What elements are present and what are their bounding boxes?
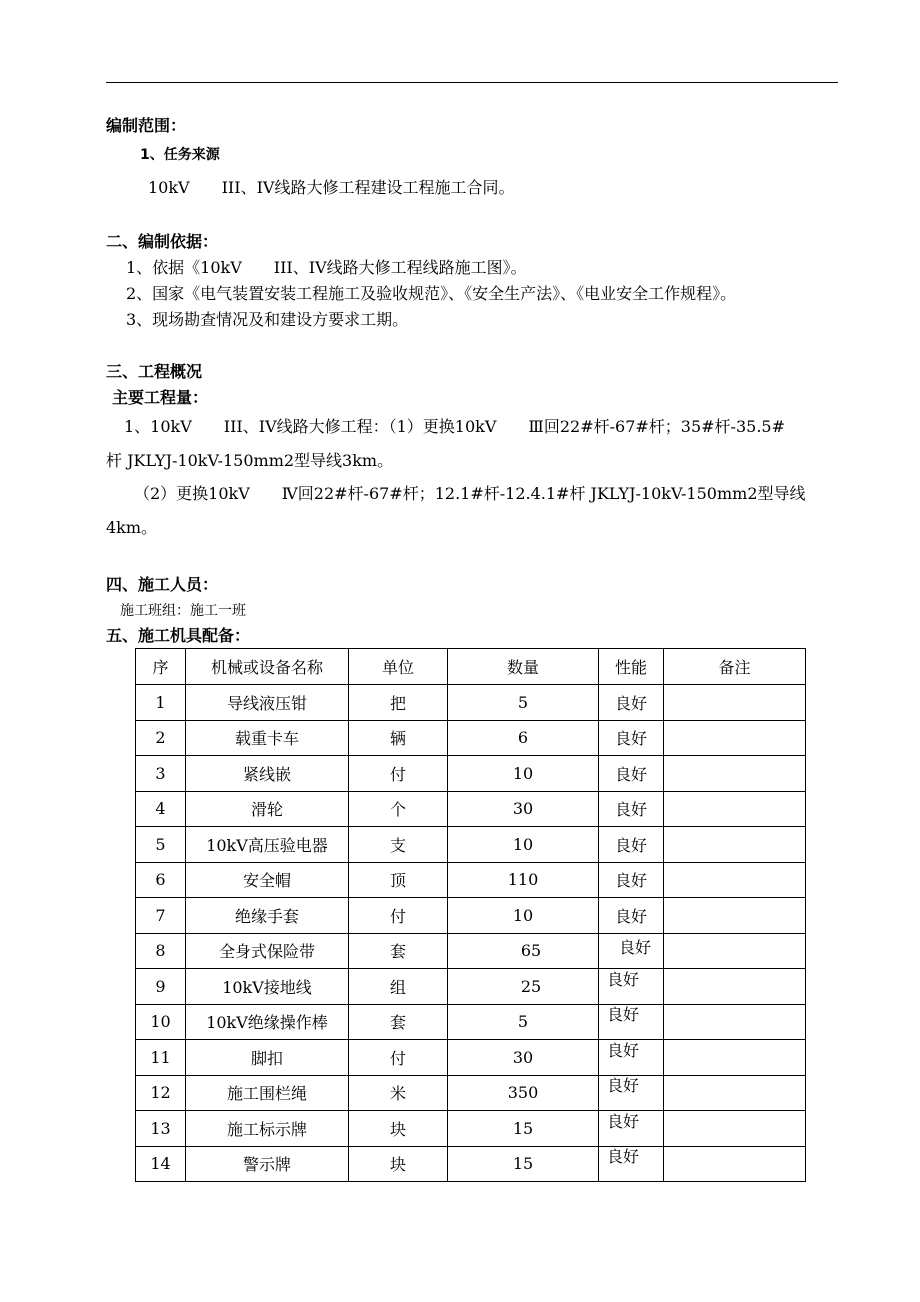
quantity-cell bbox=[448, 685, 599, 721]
condition-text: 良好 bbox=[606, 1147, 639, 1167]
table-row bbox=[136, 685, 806, 721]
quantity-text: 65 bbox=[520, 941, 542, 961]
quantity-text: 15 bbox=[512, 1154, 534, 1174]
quantity-text: 30 bbox=[512, 799, 534, 819]
section-2-title: 二、编制依据： bbox=[106, 232, 219, 251]
unit-text: 支 bbox=[389, 835, 406, 855]
section-5-title: 五、施工机具配备： bbox=[106, 626, 251, 645]
header-rule bbox=[106, 82, 838, 83]
condition-text: 良好 bbox=[614, 764, 647, 784]
condition-cell bbox=[599, 969, 664, 1005]
index-text: 7 bbox=[155, 905, 166, 925]
index-text: 1 bbox=[155, 692, 166, 712]
condition-text: 良好 bbox=[614, 729, 647, 749]
quantity-text: 5 bbox=[517, 1012, 529, 1032]
remark-cell bbox=[664, 1075, 806, 1111]
index-cell bbox=[136, 827, 186, 863]
unit-cell bbox=[349, 898, 448, 934]
index-text: 3 bbox=[155, 763, 166, 783]
unit-cell bbox=[349, 969, 448, 1005]
equipment-name-text: 载重卡车 bbox=[234, 729, 299, 749]
condition-cell bbox=[599, 827, 664, 863]
remark-cell bbox=[664, 1004, 806, 1040]
quantity-cell bbox=[448, 791, 599, 827]
quantity-text: 25 bbox=[520, 976, 542, 996]
remark-cell bbox=[664, 827, 806, 863]
condition-cell bbox=[599, 720, 664, 756]
table-row bbox=[136, 1146, 806, 1182]
index-cell bbox=[136, 1040, 186, 1076]
unit-text: 套 bbox=[389, 942, 406, 962]
unit-text: 付 bbox=[389, 906, 406, 926]
condition-text: 良好 bbox=[606, 969, 639, 989]
index-cell bbox=[136, 898, 186, 934]
index-cell bbox=[136, 969, 186, 1005]
unit-cell bbox=[349, 827, 448, 863]
condition-cell bbox=[599, 1040, 664, 1076]
quantity-text: 10 bbox=[512, 763, 534, 783]
section-3-title: 三、工程概况 bbox=[106, 362, 203, 381]
quantity-text: 5 bbox=[517, 692, 529, 712]
condition-cell bbox=[599, 898, 664, 934]
equipment-name-cell bbox=[186, 1146, 349, 1182]
section-2-item-2: 2、国家《电气装置安装工程施工及验收规范》、《安全生产法》、《电业安全工作规程》。 bbox=[126, 284, 737, 303]
table-row bbox=[136, 791, 806, 827]
quantity-text: 6 bbox=[517, 728, 529, 748]
quantity-text: 10 bbox=[512, 834, 534, 854]
index-text: 11 bbox=[150, 1047, 171, 1067]
index-text: 5 bbox=[155, 834, 166, 854]
quantity-cell bbox=[448, 1004, 599, 1040]
unit-text: 付 bbox=[389, 764, 406, 784]
table-row bbox=[136, 1111, 806, 1147]
condition-cell bbox=[599, 685, 664, 721]
equipment-name-cell bbox=[186, 898, 349, 934]
unit-cell bbox=[349, 685, 448, 721]
section-2-item-1: 1、依据《10kV III、IV线路大修工程线路施工图》。 bbox=[126, 258, 527, 277]
index-text: 14 bbox=[150, 1154, 171, 1174]
section-4-title: 四、施工人员： bbox=[106, 575, 219, 594]
equipment-name-cell bbox=[186, 720, 349, 756]
condition-cell bbox=[599, 1075, 664, 1111]
equipment-name-cell bbox=[186, 862, 349, 898]
equipment-name-cell bbox=[186, 756, 349, 792]
equipment-name-cell bbox=[186, 933, 349, 969]
unit-cell bbox=[349, 1004, 448, 1040]
index-cell bbox=[136, 1111, 186, 1147]
condition-text: 良好 bbox=[614, 800, 647, 820]
quantity-cell bbox=[448, 1111, 599, 1147]
table-row bbox=[136, 898, 806, 934]
remark-cell bbox=[664, 685, 806, 721]
index-cell bbox=[136, 1004, 186, 1040]
index-text: 2 bbox=[155, 728, 166, 748]
equipment-name-cell bbox=[186, 1111, 349, 1147]
equipment-name-text: 绝缘手套 bbox=[234, 906, 299, 926]
condition-cell bbox=[599, 1146, 664, 1182]
equipment-name-text: 紧线嵌 bbox=[242, 764, 291, 784]
quantity-text: 350 bbox=[507, 1083, 539, 1103]
index-cell bbox=[136, 756, 186, 792]
section-1-text: 10kV III、IV线路大修工程建设工程施工合同。 bbox=[148, 178, 515, 197]
unit-cell bbox=[349, 791, 448, 827]
quantity-text: 110 bbox=[507, 870, 539, 890]
equipment-name-text: 施工标示牌 bbox=[226, 1119, 307, 1139]
header-cell: 数量 bbox=[448, 649, 599, 685]
remark-cell bbox=[664, 1146, 806, 1182]
index-text: 8 bbox=[155, 941, 166, 961]
equipment-table bbox=[135, 648, 806, 1182]
remark-cell bbox=[664, 720, 806, 756]
table-row bbox=[136, 862, 806, 898]
equipment-name-text: 导线液压钳 bbox=[226, 693, 307, 713]
equipment-name-text: 脚扣 bbox=[250, 1048, 283, 1068]
section-3-subtitle: 主要工程量： bbox=[112, 388, 209, 407]
unit-text: 块 bbox=[389, 1155, 406, 1175]
condition-text: 良好 bbox=[606, 1040, 639, 1060]
unit-text: 个 bbox=[389, 800, 406, 820]
condition-cell bbox=[599, 862, 664, 898]
equipment-name-cell bbox=[186, 791, 349, 827]
condition-text: 良好 bbox=[614, 871, 647, 891]
section-1-title: 编制范围： bbox=[106, 116, 187, 135]
index-cell bbox=[136, 1075, 186, 1111]
section-3-line-2a: （2）更换10kV Ⅳ回22#杆-67#杆；12.1#杆-12.4.1#杆 JKLYJ-10kV-150mm2型导线 bbox=[134, 484, 806, 503]
remark-cell bbox=[664, 969, 806, 1005]
condition-cell bbox=[599, 791, 664, 827]
index-cell bbox=[136, 791, 186, 827]
remark-cell bbox=[664, 898, 806, 934]
remark-cell bbox=[664, 1040, 806, 1076]
condition-text: 良好 bbox=[606, 1076, 639, 1096]
quantity-cell bbox=[448, 1075, 599, 1111]
unit-cell bbox=[349, 720, 448, 756]
section-3-line-2b: 4km。 bbox=[106, 518, 158, 537]
equipment-name-cell bbox=[186, 1075, 349, 1111]
unit-text: 块 bbox=[389, 1119, 406, 1139]
equipment-name-cell bbox=[186, 827, 349, 863]
quantity-text: 15 bbox=[512, 1118, 534, 1138]
section-3-line-1a: 1、10kV III、IV线路大修工程：（1）更换10kV Ⅲ回22#杆-67#杆；35#杆-35.5# bbox=[124, 417, 785, 436]
condition-text: 良好 bbox=[614, 835, 647, 855]
table-row bbox=[136, 756, 806, 792]
equipment-name-text: 安全帽 bbox=[242, 871, 291, 891]
section-3-line-1b: 杆 JKLYJ-10kV-150mm2型导线3km。 bbox=[106, 451, 394, 470]
remark-cell bbox=[664, 791, 806, 827]
quantity-text: 30 bbox=[512, 1047, 534, 1067]
table-row bbox=[136, 969, 806, 1005]
index-text: 4 bbox=[155, 799, 166, 819]
remark-cell bbox=[664, 756, 806, 792]
unit-cell bbox=[349, 1146, 448, 1182]
section-1-subtitle: 1、任务来源 bbox=[140, 147, 220, 163]
unit-text: 组 bbox=[389, 977, 406, 997]
equipment-name-cell bbox=[186, 1004, 349, 1040]
quantity-cell bbox=[448, 1040, 599, 1076]
table-row bbox=[136, 933, 806, 969]
quantity-cell bbox=[448, 1146, 599, 1182]
equipment-name-cell bbox=[186, 685, 349, 721]
index-cell bbox=[136, 685, 186, 721]
quantity-cell bbox=[448, 756, 599, 792]
condition-text: 良好 bbox=[614, 693, 647, 713]
remark-cell bbox=[664, 933, 806, 969]
section-4-text: 施工班组：施工一班 bbox=[120, 603, 246, 619]
table-row bbox=[136, 1040, 806, 1076]
equipment-name-text: 警示牌 bbox=[242, 1155, 291, 1175]
equipment-name-text: 全身式保险带 bbox=[218, 942, 315, 962]
unit-text: 套 bbox=[389, 1013, 406, 1033]
table-header-row bbox=[136, 649, 806, 685]
unit-text: 顶 bbox=[389, 871, 406, 891]
section-2-item-3: 3、现场勘查情况及和建设方要求工期。 bbox=[126, 310, 409, 329]
unit-text: 把 bbox=[389, 693, 406, 713]
table-row bbox=[136, 720, 806, 756]
index-text: 9 bbox=[155, 976, 166, 996]
equipment-name-text: 10kV接地线 bbox=[222, 977, 312, 997]
equipment-name-text: 10kV高压验电器 bbox=[206, 835, 328, 855]
index-text: 10 bbox=[150, 1012, 171, 1032]
index-text: 12 bbox=[150, 1083, 171, 1103]
quantity-cell bbox=[448, 827, 599, 863]
header-cell: 备注 bbox=[664, 649, 806, 685]
index-text: 13 bbox=[150, 1118, 171, 1138]
table-row bbox=[136, 827, 806, 863]
unit-cell bbox=[349, 756, 448, 792]
unit-cell bbox=[349, 1111, 448, 1147]
header-cell: 机械或设备名称 bbox=[186, 649, 349, 685]
unit-cell bbox=[349, 1040, 448, 1076]
equipment-name-text: 10kV绝缘操作棒 bbox=[206, 1013, 328, 1033]
header-cell: 性能 bbox=[599, 649, 664, 685]
quantity-cell bbox=[448, 720, 599, 756]
unit-cell bbox=[349, 933, 448, 969]
remark-cell bbox=[664, 1111, 806, 1147]
unit-cell bbox=[349, 862, 448, 898]
unit-cell bbox=[349, 1075, 448, 1111]
condition-text: 良好 bbox=[618, 938, 651, 958]
quantity-cell bbox=[448, 933, 599, 969]
condition-text: 良好 bbox=[606, 1111, 639, 1131]
condition-text: 良好 bbox=[614, 906, 647, 926]
remark-cell bbox=[664, 862, 806, 898]
index-cell bbox=[136, 720, 186, 756]
condition-cell bbox=[599, 1111, 664, 1147]
quantity-text: 10 bbox=[512, 905, 534, 925]
condition-cell bbox=[599, 1004, 664, 1040]
condition-cell bbox=[599, 756, 664, 792]
equipment-name-cell bbox=[186, 1040, 349, 1076]
index-text: 6 bbox=[155, 870, 166, 890]
quantity-cell bbox=[448, 969, 599, 1005]
unit-text: 米 bbox=[389, 1084, 406, 1104]
header-cell: 序 bbox=[136, 649, 186, 685]
equipment-name-cell bbox=[186, 969, 349, 1005]
quantity-cell bbox=[448, 862, 599, 898]
condition-cell bbox=[599, 933, 664, 969]
table-row bbox=[136, 1075, 806, 1111]
equipment-name-text: 滑轮 bbox=[250, 800, 283, 820]
equipment-name-text: 施工围栏绳 bbox=[226, 1084, 307, 1104]
index-cell bbox=[136, 1146, 186, 1182]
header-cell: 单位 bbox=[349, 649, 448, 685]
index-cell bbox=[136, 933, 186, 969]
unit-text: 辆 bbox=[389, 729, 406, 749]
condition-text: 良好 bbox=[606, 1005, 639, 1025]
table-row bbox=[136, 1004, 806, 1040]
quantity-cell bbox=[448, 898, 599, 934]
unit-text: 付 bbox=[389, 1048, 406, 1068]
index-cell bbox=[136, 862, 186, 898]
